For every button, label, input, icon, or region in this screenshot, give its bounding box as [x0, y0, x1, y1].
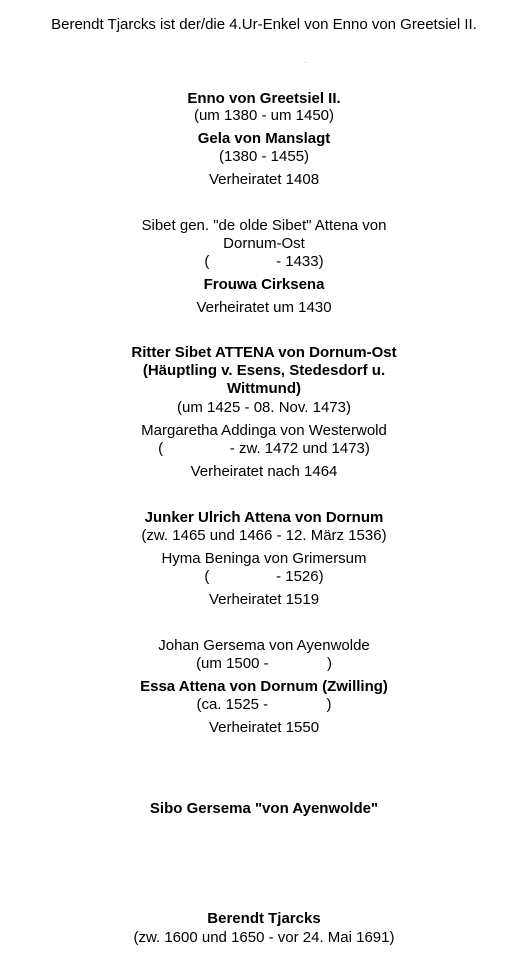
gen6-person-name: Sibo Gersema "von Ayenwolde"	[149, 800, 379, 817]
gen4-marriage: Verheiratet 1519	[208, 591, 320, 608]
gen3-person-dates: (um 1425 - 08. Nov. 1473)	[177, 399, 351, 416]
gen7-person-name: Berendt Tjarcks	[207, 910, 321, 927]
gen3-spouse-name: Margaretha Addinga von Westerwold	[141, 422, 387, 439]
gen3-marriage: Verheiratet nach 1464	[190, 463, 338, 480]
stray-dot	[305, 62, 306, 63]
gen5-spouse-dates: (um 1500 - )	[196, 655, 332, 672]
gen4-spouse-dates: ( - 1526)	[204, 568, 324, 585]
gen1-marriage: Verheiratet 1408	[208, 171, 320, 188]
gen2-person-name-line1: Sibet gen. "de olde Sibet" Attena von	[141, 217, 387, 234]
gen2-person-dates: ( - 1433)	[204, 253, 324, 270]
gen4-spouse-name: Hyma Beninga von Grimersum	[161, 550, 367, 567]
descent-header: Berendt Tjarcks ist der/die 4.Ur-Enkel von Enno von Greetsiel II.	[51, 16, 477, 33]
gen3-person-name-line2: (Häuptling v. Esens, Stedesdorf u.	[142, 362, 386, 379]
gen2-marriage: Verheiratet um 1430	[196, 299, 332, 316]
gen1-person-name: Enno von Greetsiel II.	[187, 90, 341, 107]
gen2-person-name-line2: Dornum-Ost	[223, 235, 305, 252]
gen5-spouse-name: Johan Gersema von Ayenwolde	[158, 637, 370, 654]
gen4-person-dates: (zw. 1465 und 1466 - 12. März 1536)	[141, 527, 387, 544]
gen3-person-name-line1: Ritter Sibet ATTENA von Dornum-Ost	[131, 344, 397, 361]
gen5-person-dates: (ca. 1525 - )	[196, 696, 332, 713]
gen2-spouse-name: Frouwa Cirksena	[203, 276, 325, 293]
gen1-person-dates: (um 1380 - um 1450)	[193, 107, 335, 124]
gen1-spouse-name: Gela von Manslagt	[197, 130, 331, 147]
gen4-person-name: Junker Ulrich Attena von Dornum	[144, 509, 384, 526]
gen7-person-dates: (zw. 1600 und 1650 - vor 24. Mai 1691)	[133, 929, 395, 946]
gen5-person-name: Essa Attena von Dornum (Zwilling)	[140, 678, 388, 695]
gen5-marriage: Verheiratet 1550	[208, 719, 320, 736]
gen3-spouse-dates: ( - zw. 1472 und 1473)	[158, 440, 370, 457]
gen1-spouse-dates: (1380 - 1455)	[218, 148, 310, 165]
gen3-person-name-line3: Wittmund)	[226, 380, 301, 397]
